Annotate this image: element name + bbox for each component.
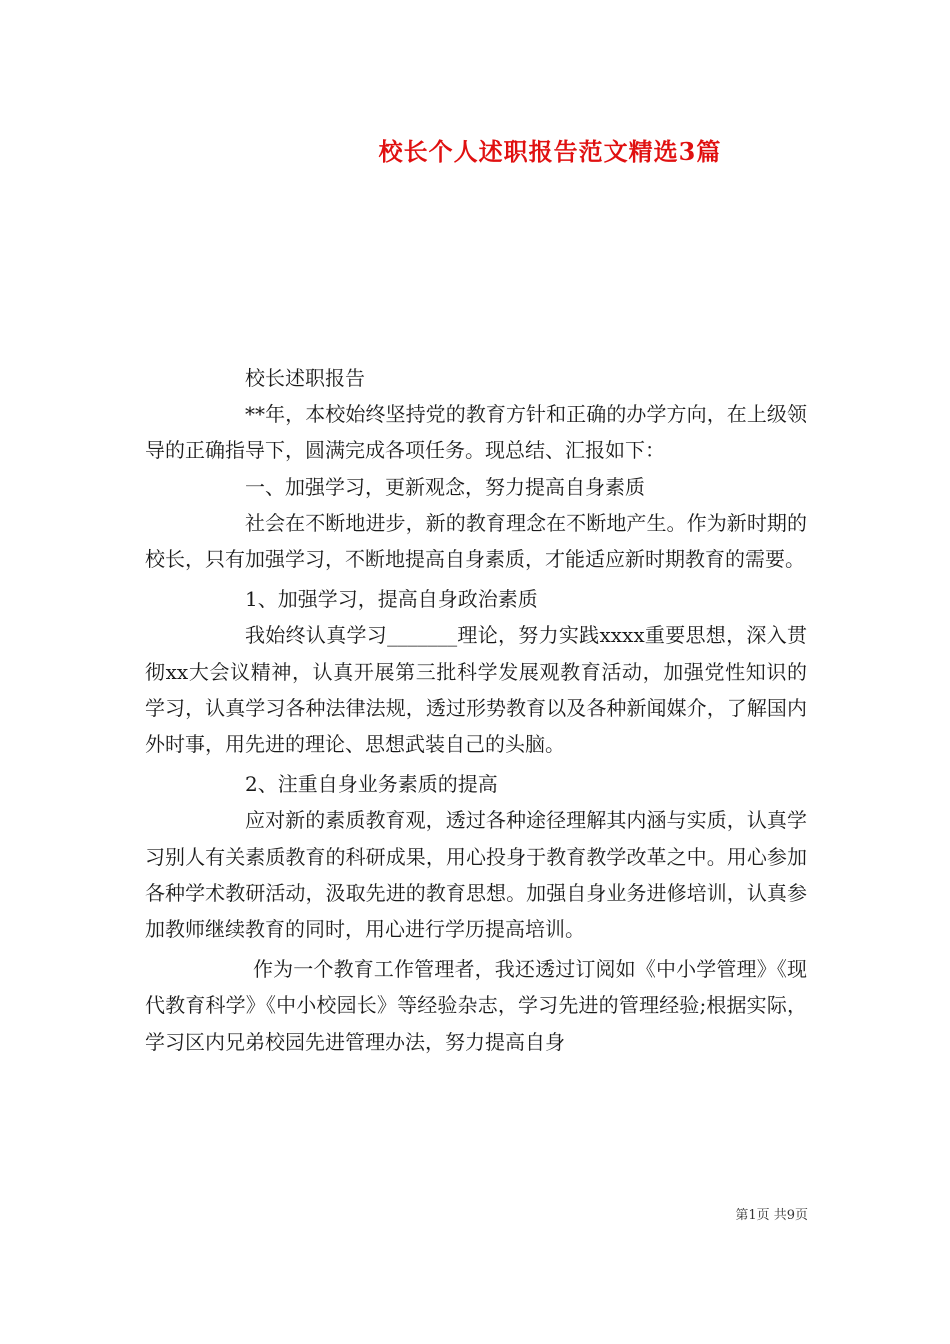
subsection-heading: 1、加强学习，提高自身政治素质 xyxy=(245,587,538,612)
paragraph: 作为一个教育工作管理者，我还透过订阅如《中小学管理》《现代教育科学》《中小校园长》等经验杂志，学习先进的管理经验;根据实际，学习区内兄弟校园先进管理办法，努力提高自身 xyxy=(145,957,807,1054)
page-number: 第1页 共9页 xyxy=(735,1208,808,1223)
paragraph-heading: 校长述职报告 xyxy=(245,366,365,390)
document-title: 校长个人述职报告范文精选3篇 xyxy=(378,137,722,166)
subsection-heading: 2、注重自身业务素质的提高 xyxy=(245,772,498,797)
paragraph: 社会在不断地进步，新的教育理念在不断地产生。作为新时期的校长，只有加强学习，不断地提高自身素质，才能适应新时期教育的需要。 xyxy=(145,510,807,572)
document-body xyxy=(145,360,807,1060)
paragraph: **年，本校始终坚持党的教育方针和正确的办学方向，在上级领导的正确指导下，圆满完成各项任务。现总结、汇报如下： xyxy=(145,402,807,463)
section-heading: 一、加强学习，更新观念，努力提高自身素质 xyxy=(245,474,645,499)
paragraph: 应对新的素质教育观，透过各种途径理解其内涵与实质，认真学习别人有关素质教育的科研成果，用心投身于教育教学改革之中。用心参加各种学术教研活动，汲取先进的教育思想。加强自身业务进修培训，认真参加教师继续教育的同时，用心进行学历提高培训。 xyxy=(145,808,807,942)
paragraph: 我始终认真学习_______理论，努力实践xxxx重要思想，深入贯彻xx大会议精神，认真开展第三批科学发展观教育活动，加强党性知识的学习，认真学习各种法律法规，透过形势教育以及各种新闻媒介，了解国内外时事，用先进的理论、思想武装自己的头脑。 xyxy=(145,623,807,757)
